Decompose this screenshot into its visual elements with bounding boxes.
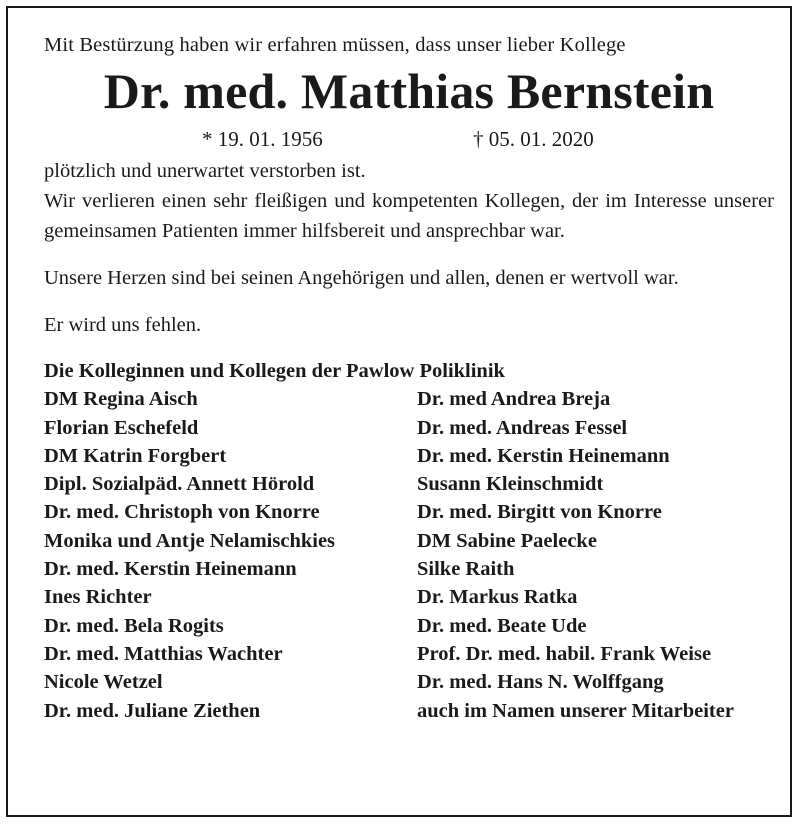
paragraph-condolence: Unsere Herzen sind bei seinen Angehörigen und allen, denen er wertvoll war. (44, 267, 679, 289)
deceased-name: Dr. med. Matthias Bernstein (103, 63, 715, 119)
signer-left: DM Katrin Forgbert (44, 444, 227, 467)
signer-left: DM Regina Aisch (44, 388, 198, 411)
signer-left: Nicole Wetzel (44, 671, 163, 694)
signer-left: Ines Richter (44, 586, 152, 609)
signer-left: Dr. med. Bela Rogits (44, 614, 224, 637)
paragraph-passing: plötzlich und unerwartet verstorben ist. (44, 160, 366, 182)
signer-left: Monika und Antje Nelamischkies (44, 529, 336, 552)
signer-right: Dr. med. Hans N. Wolffgang (417, 671, 664, 694)
obituary-content (44, 32, 774, 725)
signer-left: Dr. med. Matthias Wachter (44, 642, 283, 665)
signer-right: Susann Kleinschmidt (417, 473, 604, 496)
signer-right: Dr. med. Beate Ude (417, 614, 587, 637)
birth-date: * 19. 01. 1956 (202, 127, 323, 151)
signer-right: Silke Raith (417, 558, 515, 581)
signer-right: Dr. med. Birgitt von Knorre (417, 501, 662, 524)
signer-right: Dr. med. Kerstin Heinemann (417, 444, 670, 467)
signer-left: Dr. med. Kerstin Heinemann (44, 558, 297, 581)
signers-heading: Die Kolleginnen und Kollegen der Pawlow Poliklinik (44, 360, 505, 382)
paragraph-missed: Er wird uns fehlen. (44, 314, 202, 336)
signer-left: Florian Eschefeld (44, 416, 199, 439)
death-date: † 05. 01. 2020 (473, 127, 594, 151)
intro-line: Mit Bestürzung haben wir erfahren müssen, dass unser lieber Kollege (44, 34, 626, 56)
signer-left: Dr. med. Christoph von Knorre (44, 501, 320, 524)
signers-columns (44, 385, 774, 725)
signer-right: Dr. med Andrea Breja (417, 388, 611, 411)
signer-right: Dr. med. Andreas Fessel (417, 416, 628, 439)
obituary-frame (6, 6, 792, 817)
signer-right: Prof. Dr. med. habil. Frank Weise (417, 642, 712, 665)
signer-left: Dr. med. Juliane Ziethen (44, 699, 261, 722)
signer-left: Dipl. Sozialpäd. Annett Hörold (44, 473, 315, 496)
life-dates (44, 124, 774, 154)
signers-block (44, 357, 774, 725)
paragraph-tribute: Wir verlieren einen sehr fleißigen und kompetenten Kollegen, der im Interesse unserer gemeinsamen Patienten immer hilfsbereit und ansprechbar war. (44, 190, 774, 242)
signer-right: auch im Namen unserer Mitarbeiter (417, 699, 734, 722)
signer-right: DM Sabine Paelecke (417, 529, 597, 552)
signer-right: Dr. Markus Ratka (417, 586, 578, 609)
